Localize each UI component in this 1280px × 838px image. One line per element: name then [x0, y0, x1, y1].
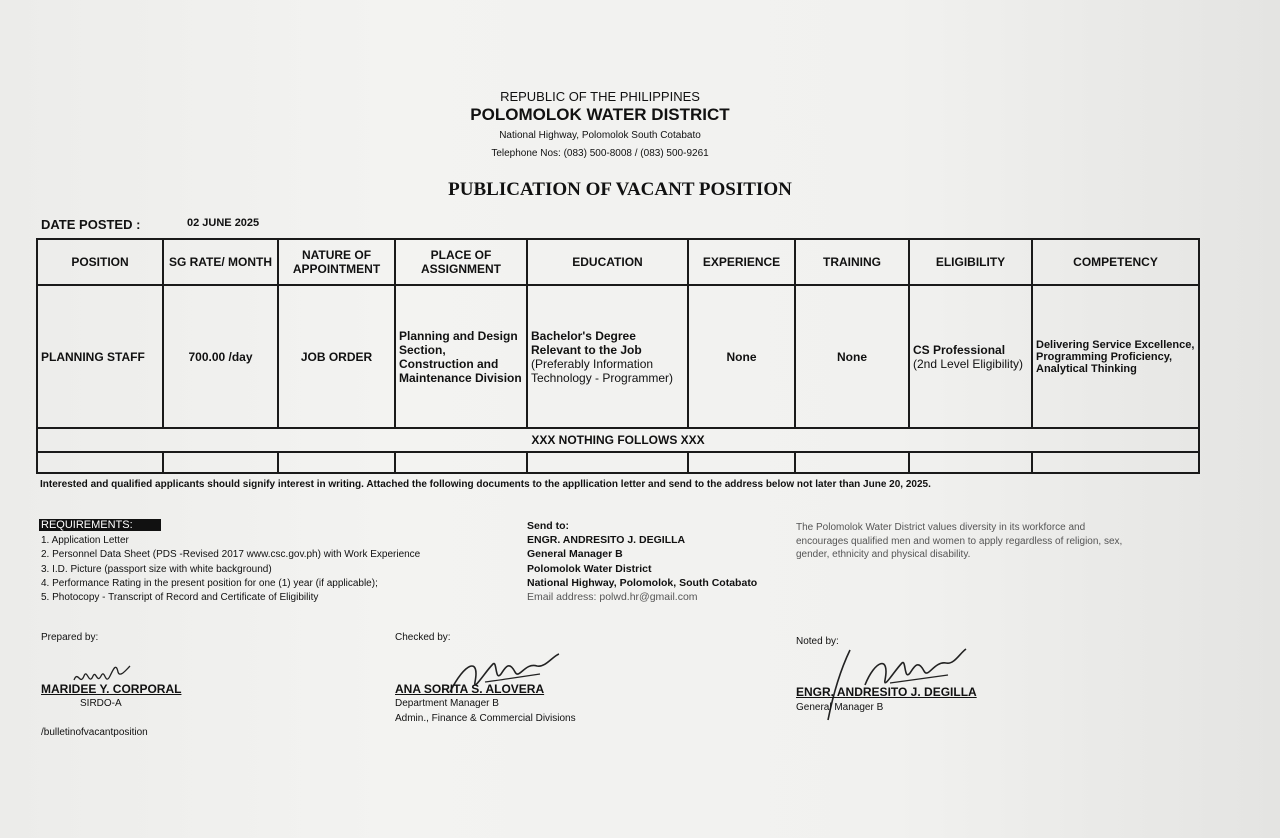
checked-by-label: Checked by:	[395, 632, 451, 643]
experience-cell: None	[688, 285, 795, 428]
empty-cell	[278, 452, 395, 473]
vacancy-table	[36, 238, 1200, 474]
education-note: (Preferably Information Technology - Programmer)	[531, 356, 674, 385]
send-to-office: Polomolok Water District	[527, 562, 652, 575]
nothing-follows-row	[37, 428, 1199, 452]
table-header-row	[37, 239, 1199, 285]
requirements-title: REQUIREMENTS:	[39, 519, 161, 531]
table-row	[37, 285, 1199, 428]
column-header: EDUCATION	[527, 239, 688, 285]
requirement-item: 2. Personnel Data Sheet (PDS -Revised 2017 www.csc.gov.ph) with Work Experience	[41, 549, 421, 561]
noted-by-name: ENGR. ANDRESITO J. DEGILLA	[796, 685, 977, 699]
prepared-by-label: Prepared by:	[41, 632, 99, 643]
agency-name: POLOMOLOK WATER DISTRICT	[470, 105, 730, 124]
prepared-by-title: SIRDO-A	[80, 698, 122, 709]
empty-cell	[1032, 452, 1199, 473]
competency-cell: Delivering Service Excellence, Programming Proficiency, Analytical Thinking	[1032, 285, 1199, 428]
empty-cell	[395, 452, 527, 473]
page-title: PUBLICATION OF VACANT POSITION	[448, 179, 792, 200]
empty-cell	[37, 452, 163, 473]
eligibility-main: CS Professional	[913, 342, 1006, 357]
send-to-block	[527, 519, 757, 604]
date-posted-value: 02 JUNE 2025	[187, 217, 260, 229]
rate-cell: 700.00 /day	[163, 285, 278, 428]
column-header: EXPERIENCE	[688, 239, 795, 285]
checked-by-title2: Admin., Finance & Commercial Divisions	[395, 713, 576, 724]
send-to-label: Send to:	[527, 520, 569, 532]
send-to-address: National Highway, Polomolok, South Cotabato	[527, 576, 758, 589]
requirements-list	[41, 534, 420, 605]
position-cell: PLANNING STAFF	[37, 285, 163, 428]
republic-line: REPUBLIC OF THE PHILIPPINES	[500, 89, 700, 104]
empty-row	[37, 452, 1199, 473]
training-cell: None	[795, 285, 909, 428]
file-reference: /bulletinofvacantposition	[41, 727, 148, 738]
requirement-item: 4. Performance Rating in the present position for one (1) year (if applicable);	[41, 577, 378, 589]
date-posted-label: DATE POSTED :	[41, 217, 141, 232]
empty-cell	[909, 452, 1032, 473]
noted-by-title: General Manager B	[796, 702, 884, 713]
send-to-name: ENGR. ANDRESITO J. DEGILLA	[527, 534, 686, 547]
column-header: NATURE OF APPOINTMENT	[278, 239, 395, 285]
interest-note: Interested and qualified applicants should signify interest in writing. Attached the following documents to the appllication letter and send to the address below not later than June 20, 2025.	[40, 479, 931, 490]
send-to-position: General Manager B	[527, 548, 623, 561]
column-header: TRAINING	[795, 239, 909, 285]
empty-cell	[795, 452, 909, 473]
column-header: ELIGIBILITY	[909, 239, 1032, 285]
empty-cell	[163, 452, 278, 473]
noted-by-label: Noted by:	[796, 636, 839, 647]
requirement-item: 5. Photocopy - Transcript of Record and Certificate of Eligibility	[41, 592, 319, 604]
agency-address: National Highway, Polomolok South Cotabato	[499, 130, 701, 141]
column-header: SG RATE/ MONTH	[163, 239, 278, 285]
checked-by-title: Department Manager B	[395, 698, 499, 709]
column-header: PLACE OF ASSIGNMENT	[395, 239, 527, 285]
education-main: Bachelor's Degree Relevant to the Job	[531, 328, 642, 357]
prepared-by-name: MARIDEE Y. CORPORAL	[41, 682, 182, 696]
eligibility-note: (2nd Level Eligibility)	[913, 356, 1024, 371]
education-cell	[527, 285, 688, 428]
nature-cell: JOB ORDER	[278, 285, 395, 428]
column-header: COMPETENCY	[1032, 239, 1199, 285]
column-header: POSITION	[37, 239, 163, 285]
send-to-email: Email address: polwd.hr@gmail.com	[527, 591, 698, 604]
empty-cell	[688, 452, 795, 473]
place-cell: Planning and Design Section, Construction and Maintenance Division	[395, 285, 527, 428]
requirement-item: 3. I.D. Picture (passport size with white background)	[41, 563, 272, 575]
agency-telephone: Telephone Nos: (083) 500-8008 / (083) 500-9261	[491, 148, 709, 159]
diversity-statement: The Polomolok Water District values diversity in its workforce and encourages qualified men and women to apply regardless of religion, sex, gender, ethnicity and physical disability.	[796, 522, 1123, 560]
empty-cell	[527, 452, 688, 473]
eligibility-cell	[909, 285, 1032, 428]
checked-by-name: ANA SORITA S. ALOVERA	[395, 682, 545, 696]
nothing-follows-text: XXX NOTHING FOLLOWS XXX	[37, 428, 1199, 452]
requirement-item: 1. Application Letter	[41, 535, 129, 546]
